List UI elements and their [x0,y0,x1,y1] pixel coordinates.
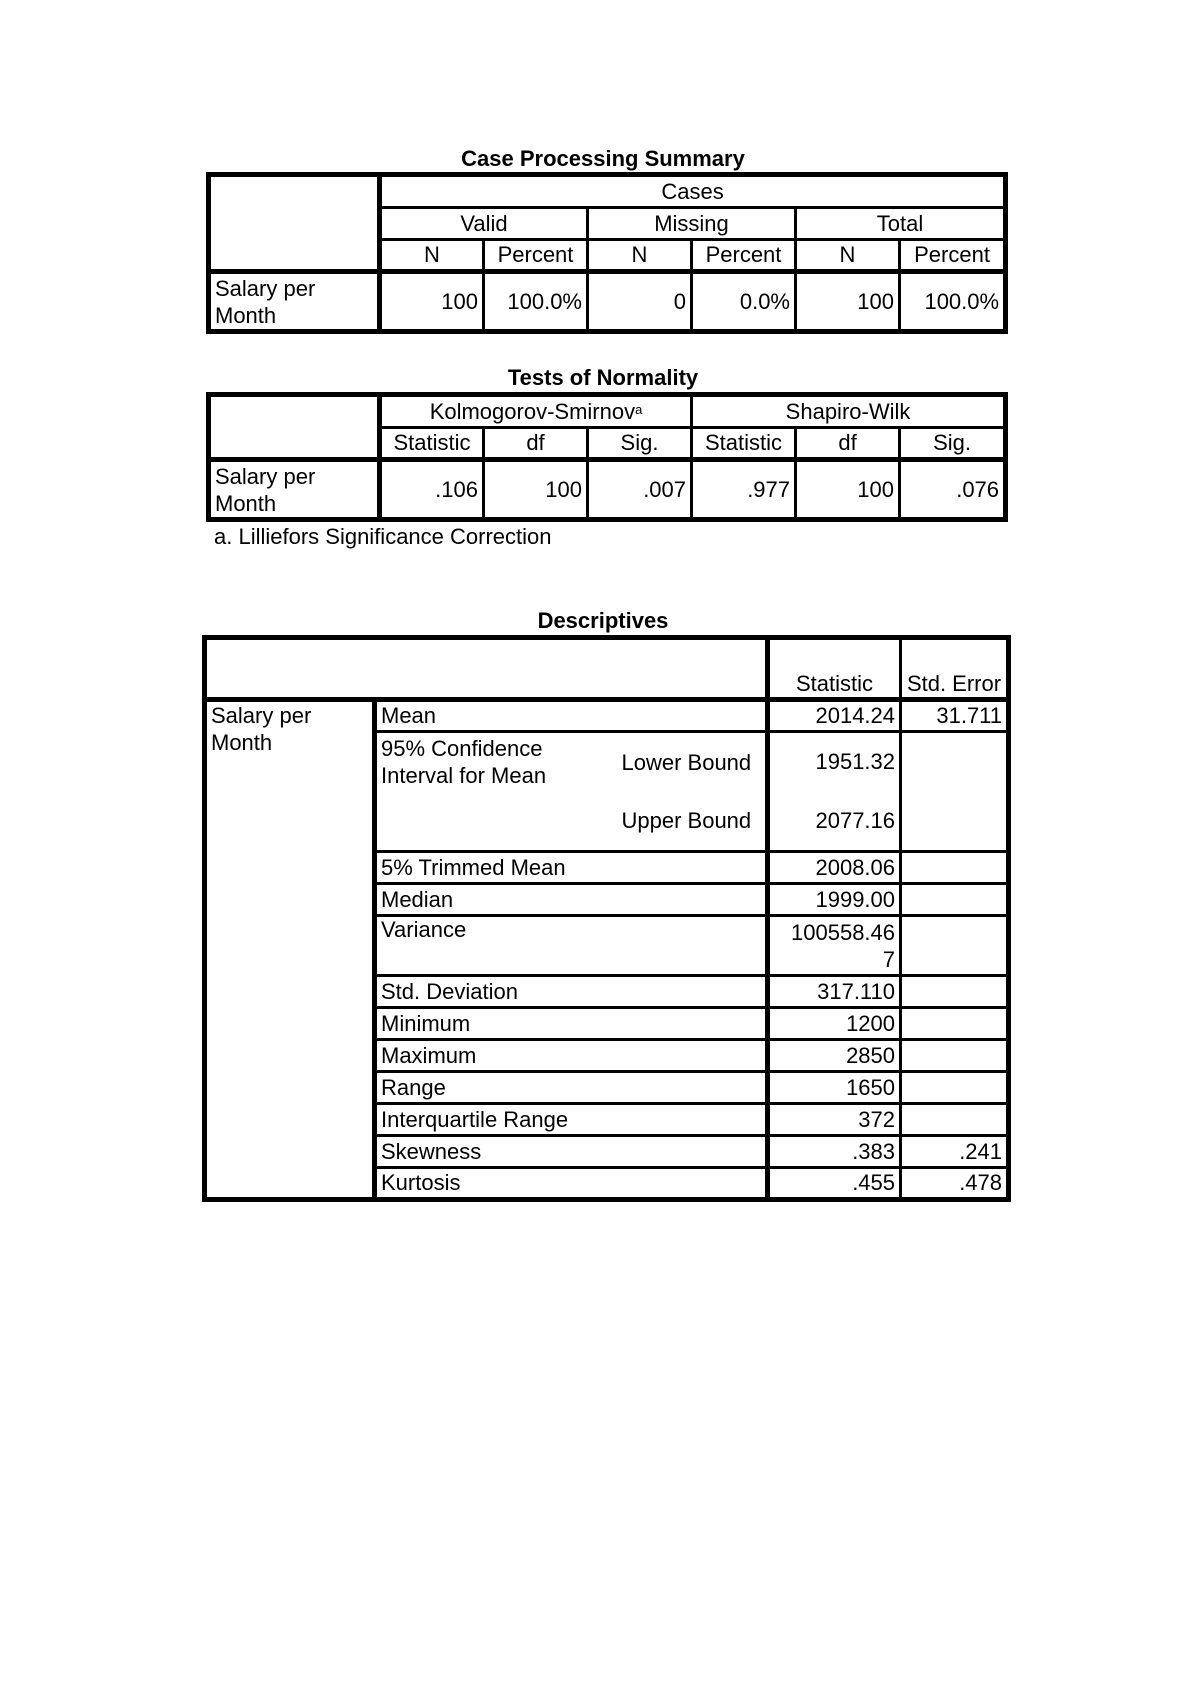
range-se-empty [901,1072,1009,1104]
normality-title: Tests of Normality [507,365,699,390]
sw-sig-header: Sig. [900,428,1006,460]
maximum-label: Maximum [375,1040,768,1072]
normality-table [206,392,1008,522]
ks-df: 100 [484,460,588,520]
iqr-label: Interquartile Range [375,1104,768,1136]
ks-sig: .007 [588,460,692,520]
iqr-stat: 372 [768,1104,901,1136]
cps-missing-percent: 0.0% [692,272,796,332]
skewness-label: Skewness [375,1136,768,1168]
upper-bound-stat: 2077.16 [768,792,901,852]
median-se-empty [901,884,1009,916]
variance-label: Variance [375,916,768,976]
sw-sig: .076 [900,460,1006,520]
kurtosis-label: Kurtosis [375,1168,768,1200]
range-stat: 1650 [768,1072,901,1104]
variance-se-empty [901,916,1009,976]
std-error-header: Std. Error [901,638,1009,700]
statistic-header: Statistic [768,638,901,700]
cps-missing-n-header: N [588,240,692,272]
median-stat: 1999.00 [768,884,901,916]
variance-stat [768,916,901,976]
normality-row-label: Salary per Month [209,460,380,520]
skewness-stat: .383 [768,1136,901,1168]
cps-missing-percent-header: Percent [692,240,796,272]
skewness-se: .241 [901,1136,1009,1168]
descriptives-title: Descriptives [537,608,669,633]
ks-footnote-marker: a [635,401,643,417]
normality-corner-cell [209,395,380,460]
cps-total-header: Total [796,208,1006,240]
maximum-se-empty [901,1040,1009,1072]
lower-bound-label: Lower Bound [621,749,752,775]
maximum-stat: 2850 [768,1040,901,1072]
std-deviation-se-empty [901,976,1009,1008]
sw-df-header: df [796,428,900,460]
std-deviation-stat: 317.110 [768,976,901,1008]
iqr-se-empty [901,1104,1009,1136]
cps-corner-cell [209,175,380,272]
sw-header: Shapiro-Wilk [692,395,1006,428]
cps-total-percent: 100.0% [900,272,1006,332]
sw-statistic: .977 [692,460,796,520]
ks-statistic: .106 [380,460,484,520]
mean-stat: 2014.24 [768,700,901,732]
cps-total-n: 100 [796,272,900,332]
lower-bound-stat: 1951.32 [768,732,901,792]
descriptives-row-label: Salary per Month [205,700,375,1200]
ks-header [380,395,692,428]
trimmed-mean-stat: 2008.06 [768,852,901,884]
cps-valid-percent-header: Percent [484,240,588,272]
trimmed-mean-label: 5% Trimmed Mean [375,852,768,884]
kurtosis-stat: .455 [768,1168,901,1200]
cps-cases-header: Cases [380,175,1006,208]
cps-total-n-header: N [796,240,900,272]
ks-sig-header: Sig. [588,428,692,460]
cps-valid-percent: 100.0% [484,272,588,332]
range-label: Range [375,1072,768,1104]
descriptives-corner-cell [205,638,768,700]
ci-label: 95% Confidence Interval for Mean [375,732,622,852]
kurtosis-se: .478 [901,1168,1009,1200]
cps-valid-n: 100 [380,272,484,332]
ks-df-header: df [484,428,588,460]
case-processing-table [206,172,1008,334]
minimum-label: Minimum [375,1008,768,1040]
median-label: Median [375,884,768,916]
sw-statistic-header: Statistic [692,428,796,460]
cps-missing-n: 0 [588,272,692,332]
upper-bound-label: Upper Bound [622,792,768,852]
std-deviation-label: Std. Deviation [375,976,768,1008]
cps-valid-n-header: N [380,240,484,272]
sw-df: 100 [796,460,900,520]
cps-missing-header: Missing [588,208,796,240]
cps-row-label: Salary per Month [209,272,380,332]
normality-footnote: a. Lilliefors Significance Correction [214,524,552,549]
trimmed-mean-se-empty [901,852,1009,884]
variance-stat-line1: 100558.46 [791,919,896,945]
cps-valid-header: Valid [380,208,588,240]
case-processing-title: Case Processing Summary [461,146,745,171]
minimum-se-empty [901,1008,1009,1040]
mean-se: 31.711 [901,700,1009,732]
variance-stat-line2: 7 [882,946,896,972]
descriptives-table [202,635,1011,1202]
minimum-stat: 1200 [768,1008,901,1040]
mean-label: Mean [375,700,768,732]
ks-header-label: Kolmogorov-Smirnov [429,398,636,424]
ks-statistic-header: Statistic [380,428,484,460]
cps-total-percent-header: Percent [900,240,1006,272]
ci-se-empty [901,732,1009,852]
